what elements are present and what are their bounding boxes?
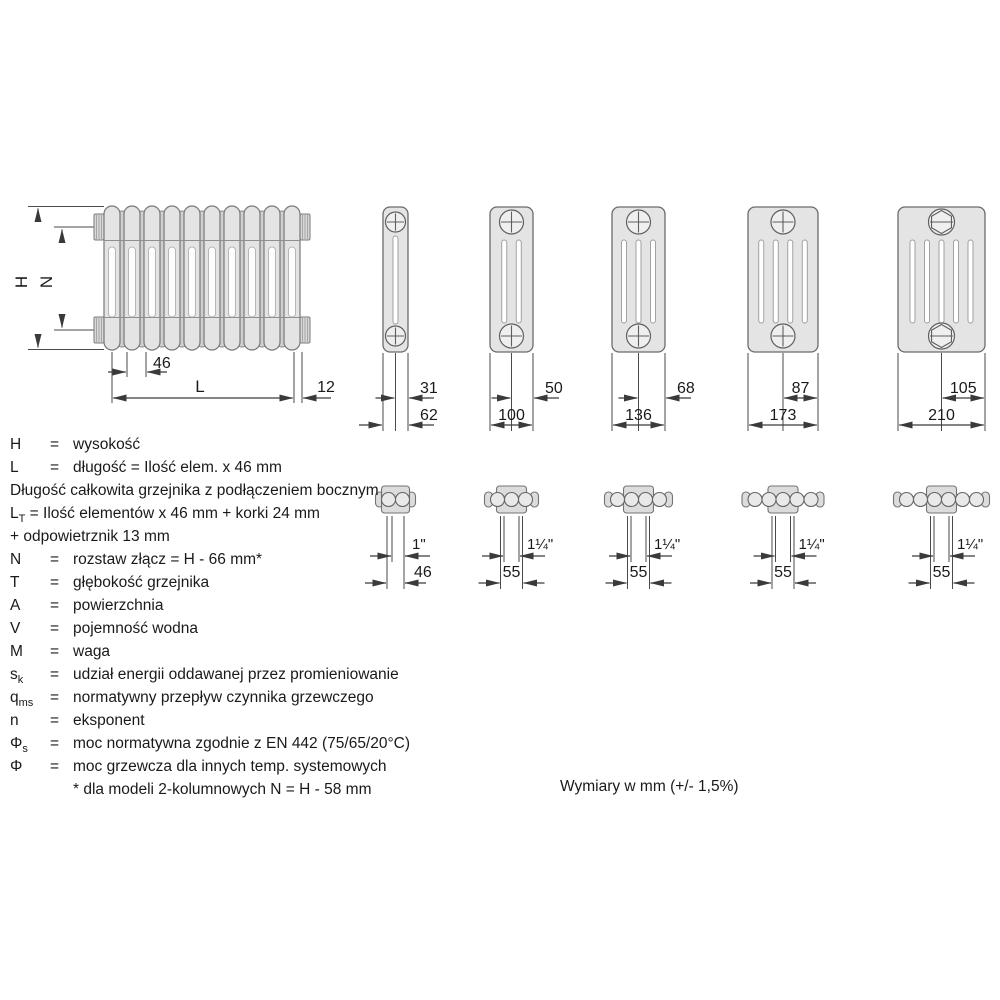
legend-row: [10, 548, 480, 571]
equals-sign: =: [50, 459, 60, 476]
equals-sign: =: [50, 735, 60, 752]
legend-text: wysokość: [73, 436, 141, 453]
legend-text: = Ilość elementów x 46 mm + korki 24 mm: [29, 505, 320, 522]
side-view-6-columns: [898, 207, 985, 431]
column-circle: [804, 493, 818, 507]
column-highlight: [129, 247, 136, 317]
column-highlight: [169, 247, 176, 317]
column-circle: [639, 493, 653, 507]
equals-sign: =: [50, 758, 60, 775]
half-depth-label: 105: [949, 380, 977, 397]
legend-symbol: s: [10, 666, 18, 683]
section-slot: [393, 236, 398, 324]
column-circle: [928, 493, 942, 507]
section-slot: [939, 240, 944, 323]
side-view-5-columns: [748, 207, 818, 431]
legend-text: moc normatywna zgodnie z EN 442 (75/65/20°C): [73, 735, 411, 752]
column-circle: [611, 493, 625, 507]
section-slot: [759, 240, 764, 323]
legend-symbol: N: [10, 551, 22, 568]
full-depth-label: 173: [769, 407, 797, 424]
legend-row: [10, 479, 480, 502]
connection-size-label: 1¼": [654, 536, 681, 553]
section-slot: [773, 240, 778, 323]
legend-text: normatywny przepływ czynnika grzewczego: [73, 689, 374, 706]
element-width-label: 55: [774, 564, 792, 581]
legend-text: + odpowietrznik 13 mm: [10, 528, 170, 545]
column-highlight: [209, 247, 216, 317]
column-circle: [762, 493, 776, 507]
column-circle: [790, 493, 804, 507]
equals-sign: =: [50, 597, 60, 614]
units-tolerance-note: Wymiary w mm (+/- 1,5%): [560, 778, 739, 795]
element-pitch-label: 46: [153, 355, 171, 372]
equals-sign: =: [50, 643, 60, 660]
symbol-legend: [10, 433, 480, 801]
full-depth-label: 136: [625, 407, 652, 424]
connection-size-label: 1¼": [798, 536, 825, 553]
section-slot: [788, 240, 793, 323]
front-view: [12, 206, 335, 403]
section-slot: [925, 240, 930, 323]
column-circle: [900, 493, 914, 507]
connection-size-label: 1": [412, 536, 426, 553]
legend-row: [10, 755, 480, 778]
equals-sign: =: [50, 666, 60, 683]
legend-symbol: H: [10, 436, 22, 453]
column-circle: [956, 493, 970, 507]
full-depth-label: 100: [498, 407, 525, 424]
half-depth-label: 50: [545, 380, 563, 397]
section-slot: [651, 240, 656, 323]
legend-symbol: Φ: [10, 758, 23, 775]
connection-size-label: 1¼": [527, 536, 554, 553]
side-view-4-columns: [612, 207, 695, 431]
equals-sign: =: [50, 574, 60, 591]
column-highlight: [189, 247, 196, 317]
equals-sign: =: [50, 689, 60, 706]
legend-text: * dla modeli 2-kolumnowych N = H - 58 mm: [73, 781, 372, 798]
column-circle: [748, 493, 762, 507]
column-highlight: [249, 247, 256, 317]
legend-row: [10, 433, 480, 456]
element-width-label: 46: [414, 564, 432, 581]
column-circle: [970, 493, 984, 507]
column-circle: [942, 493, 956, 507]
legend-symbol: Φ: [10, 735, 23, 752]
column-highlight: [229, 247, 236, 317]
column-circle: [914, 493, 928, 507]
column-highlight: [289, 247, 296, 317]
legend-symbol: n: [10, 712, 19, 729]
legend-symbol: V: [10, 620, 21, 637]
section-slot: [516, 240, 521, 323]
height-H-label: H: [12, 275, 31, 289]
legend-footnote: [10, 778, 480, 801]
column-circle: [491, 493, 505, 507]
legend-text: rozstaw złącz = H - 66 mm*: [73, 551, 263, 568]
legend-text: powierzchnia: [73, 597, 164, 614]
column-circle: [505, 493, 519, 507]
column-circle: [776, 493, 790, 507]
legend-text: udział energii oddawanej przez promieniowanie: [73, 666, 399, 683]
section-slot: [502, 240, 507, 323]
equals-sign: =: [50, 620, 60, 637]
legend-text: głębokość grzejnika: [73, 574, 210, 591]
legend-row: [10, 617, 480, 640]
full-depth-label: 62: [420, 407, 438, 424]
section-slot: [954, 240, 959, 323]
legend-text: pojemność wodna: [73, 620, 198, 637]
legend-row: $\Phi_s$ = moc normatywna zgodnie z EN 442 (75/65/20°C): [10, 732, 480, 755]
top-view-3-columns: [479, 486, 554, 589]
half-depth-label: 87: [791, 380, 810, 397]
section-slot: [910, 240, 915, 323]
connection-size-label: 1¼": [957, 536, 984, 553]
column-circle: [653, 493, 667, 507]
half-depth-label: 68: [677, 380, 695, 397]
half-depth-label: 31: [420, 380, 438, 397]
legend-text: długość = Ilość elem. x 46 mm: [73, 459, 282, 476]
column-highlight: [149, 247, 156, 317]
section-slot: [802, 240, 807, 323]
section-slot: [636, 240, 641, 323]
legend-text: eksponent: [73, 712, 145, 729]
legend-symbol: L: [10, 459, 19, 476]
column-highlight: [109, 247, 116, 317]
column-circle: [519, 493, 533, 507]
full-depth-label: 210: [928, 407, 955, 424]
element-width-label: 55: [629, 564, 648, 581]
legend-symbol: L: [10, 505, 19, 522]
element-width-label: 55: [502, 564, 521, 581]
top-view-6-columns: [894, 486, 990, 589]
top-view-5-columns: [742, 486, 825, 589]
legend-symbol: T: [10, 574, 20, 591]
legend-row: [10, 456, 480, 479]
column-highlight: [269, 247, 276, 317]
legend-symbol: M: [10, 643, 23, 660]
legend-row: [10, 571, 480, 594]
legend-row: [10, 709, 480, 732]
legend-row: $s_k$ = udział energii oddawanej przez promieniowanie: [10, 663, 480, 686]
nipple-spacing-N-label: N: [37, 275, 56, 289]
legend-symbol: q: [10, 689, 19, 706]
legend-row: [10, 525, 480, 548]
legend-symbol: A: [10, 597, 21, 614]
length-L-label: L: [195, 377, 205, 396]
side-view-2-columns: [359, 207, 438, 431]
end-extension-label: 12: [317, 379, 335, 396]
legend-row: $L_T$ = Ilość elementów x 46 mm + korki 24 mm: [10, 505, 320, 526]
equals-sign: =: [50, 712, 60, 729]
section-slot: [622, 240, 627, 323]
legend-text: moc grzewcza dla innych temp. systemowych: [73, 758, 387, 775]
legend-text: waga: [73, 643, 111, 660]
side-view-3-columns: [490, 207, 563, 431]
top-view-4-columns: [605, 486, 681, 589]
equals-sign: =: [50, 436, 60, 453]
legend-row: $q_{ms}$ = normatywny przepływ czynnika grzewczego: [10, 686, 480, 709]
section-slot: [968, 240, 973, 323]
element-width-label: 55: [932, 564, 951, 581]
legend-row: [10, 594, 480, 617]
column-circle: [625, 493, 639, 507]
legend-text: Długość całkowita grzejnika z podłączeniem bocznym: [10, 482, 379, 499]
equals-sign: =: [50, 551, 60, 568]
legend-row: [10, 640, 480, 663]
